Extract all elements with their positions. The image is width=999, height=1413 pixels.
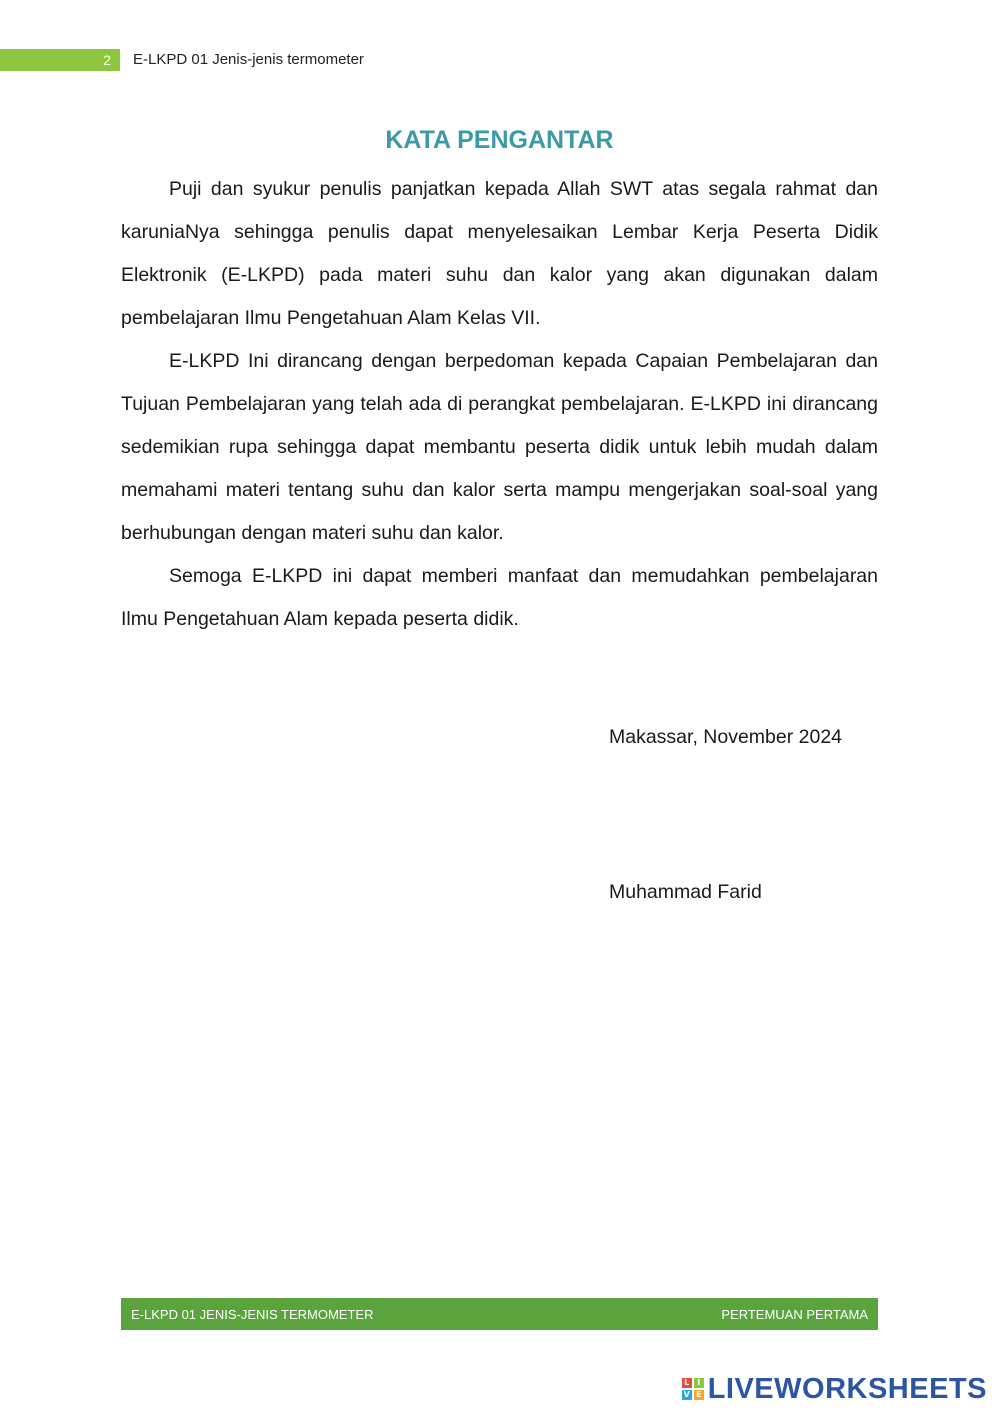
footer-bar bbox=[121, 1298, 878, 1330]
logo-letter-e: E bbox=[694, 1390, 704, 1400]
liveworksheets-brand[interactable] bbox=[682, 1373, 987, 1405]
brand-wordmark: LIVEWORKSHEETS bbox=[707, 1372, 987, 1405]
logo-letter-i: I bbox=[694, 1378, 704, 1388]
logo-letter-l: L bbox=[682, 1378, 692, 1388]
paragraph-3: Semoga E-LKPD ini dapat memberi manfaat dan memudahkan pembelajaran Ilmu Pengetahuan Alam kepada peserta didik. bbox=[121, 565, 878, 630]
body-text bbox=[121, 168, 878, 641]
paragraph-2: E-LKPD Ini dirancang dengan berpedoman kepada Capaian Pembelajaran dan Tujuan Pembelajaran yang telah ada di perangkat pembelajaran. E-LKPD ini dirancang sedemikian rupa sehingga dapat membantu peserta didik untuk lebih mudah dalam memahami materi tentang suhu dan kalor serta mampu mengerjakan soal-soal yang berhubungan dengan materi suhu dan kalor. bbox=[121, 350, 878, 544]
footer-left-text: E-LKPD 01 JENIS-JENIS TERMOMETER bbox=[131, 1306, 374, 1322]
page-number: 2 bbox=[103, 52, 111, 68]
footer-right-text: PERTEMUAN PERTAMA bbox=[721, 1306, 868, 1322]
header-title: E-LKPD 01 Jenis-jenis termometer bbox=[133, 51, 364, 68]
author-name: Muhammad Farid bbox=[609, 881, 762, 903]
paragraph-1: Puji dan syukur penulis panjatkan kepada Allah SWT atas segala rahmat dan karuniaNya sehingga penulis dapat menyelesaikan Lembar Kerja Peserta Didik Elektronik (E-LKPD) pada materi suhu dan kalor yang akan digunakan dalam pembelajaran Ilmu Pengetahuan Alam Kelas VII. bbox=[121, 178, 878, 329]
logo-letter-v: V bbox=[683, 1390, 690, 1399]
liveworksheets-logo-icon bbox=[682, 1378, 704, 1400]
page-title: KATA PENGANTAR bbox=[385, 126, 614, 154]
place-date: Makassar, November 2024 bbox=[609, 726, 843, 748]
